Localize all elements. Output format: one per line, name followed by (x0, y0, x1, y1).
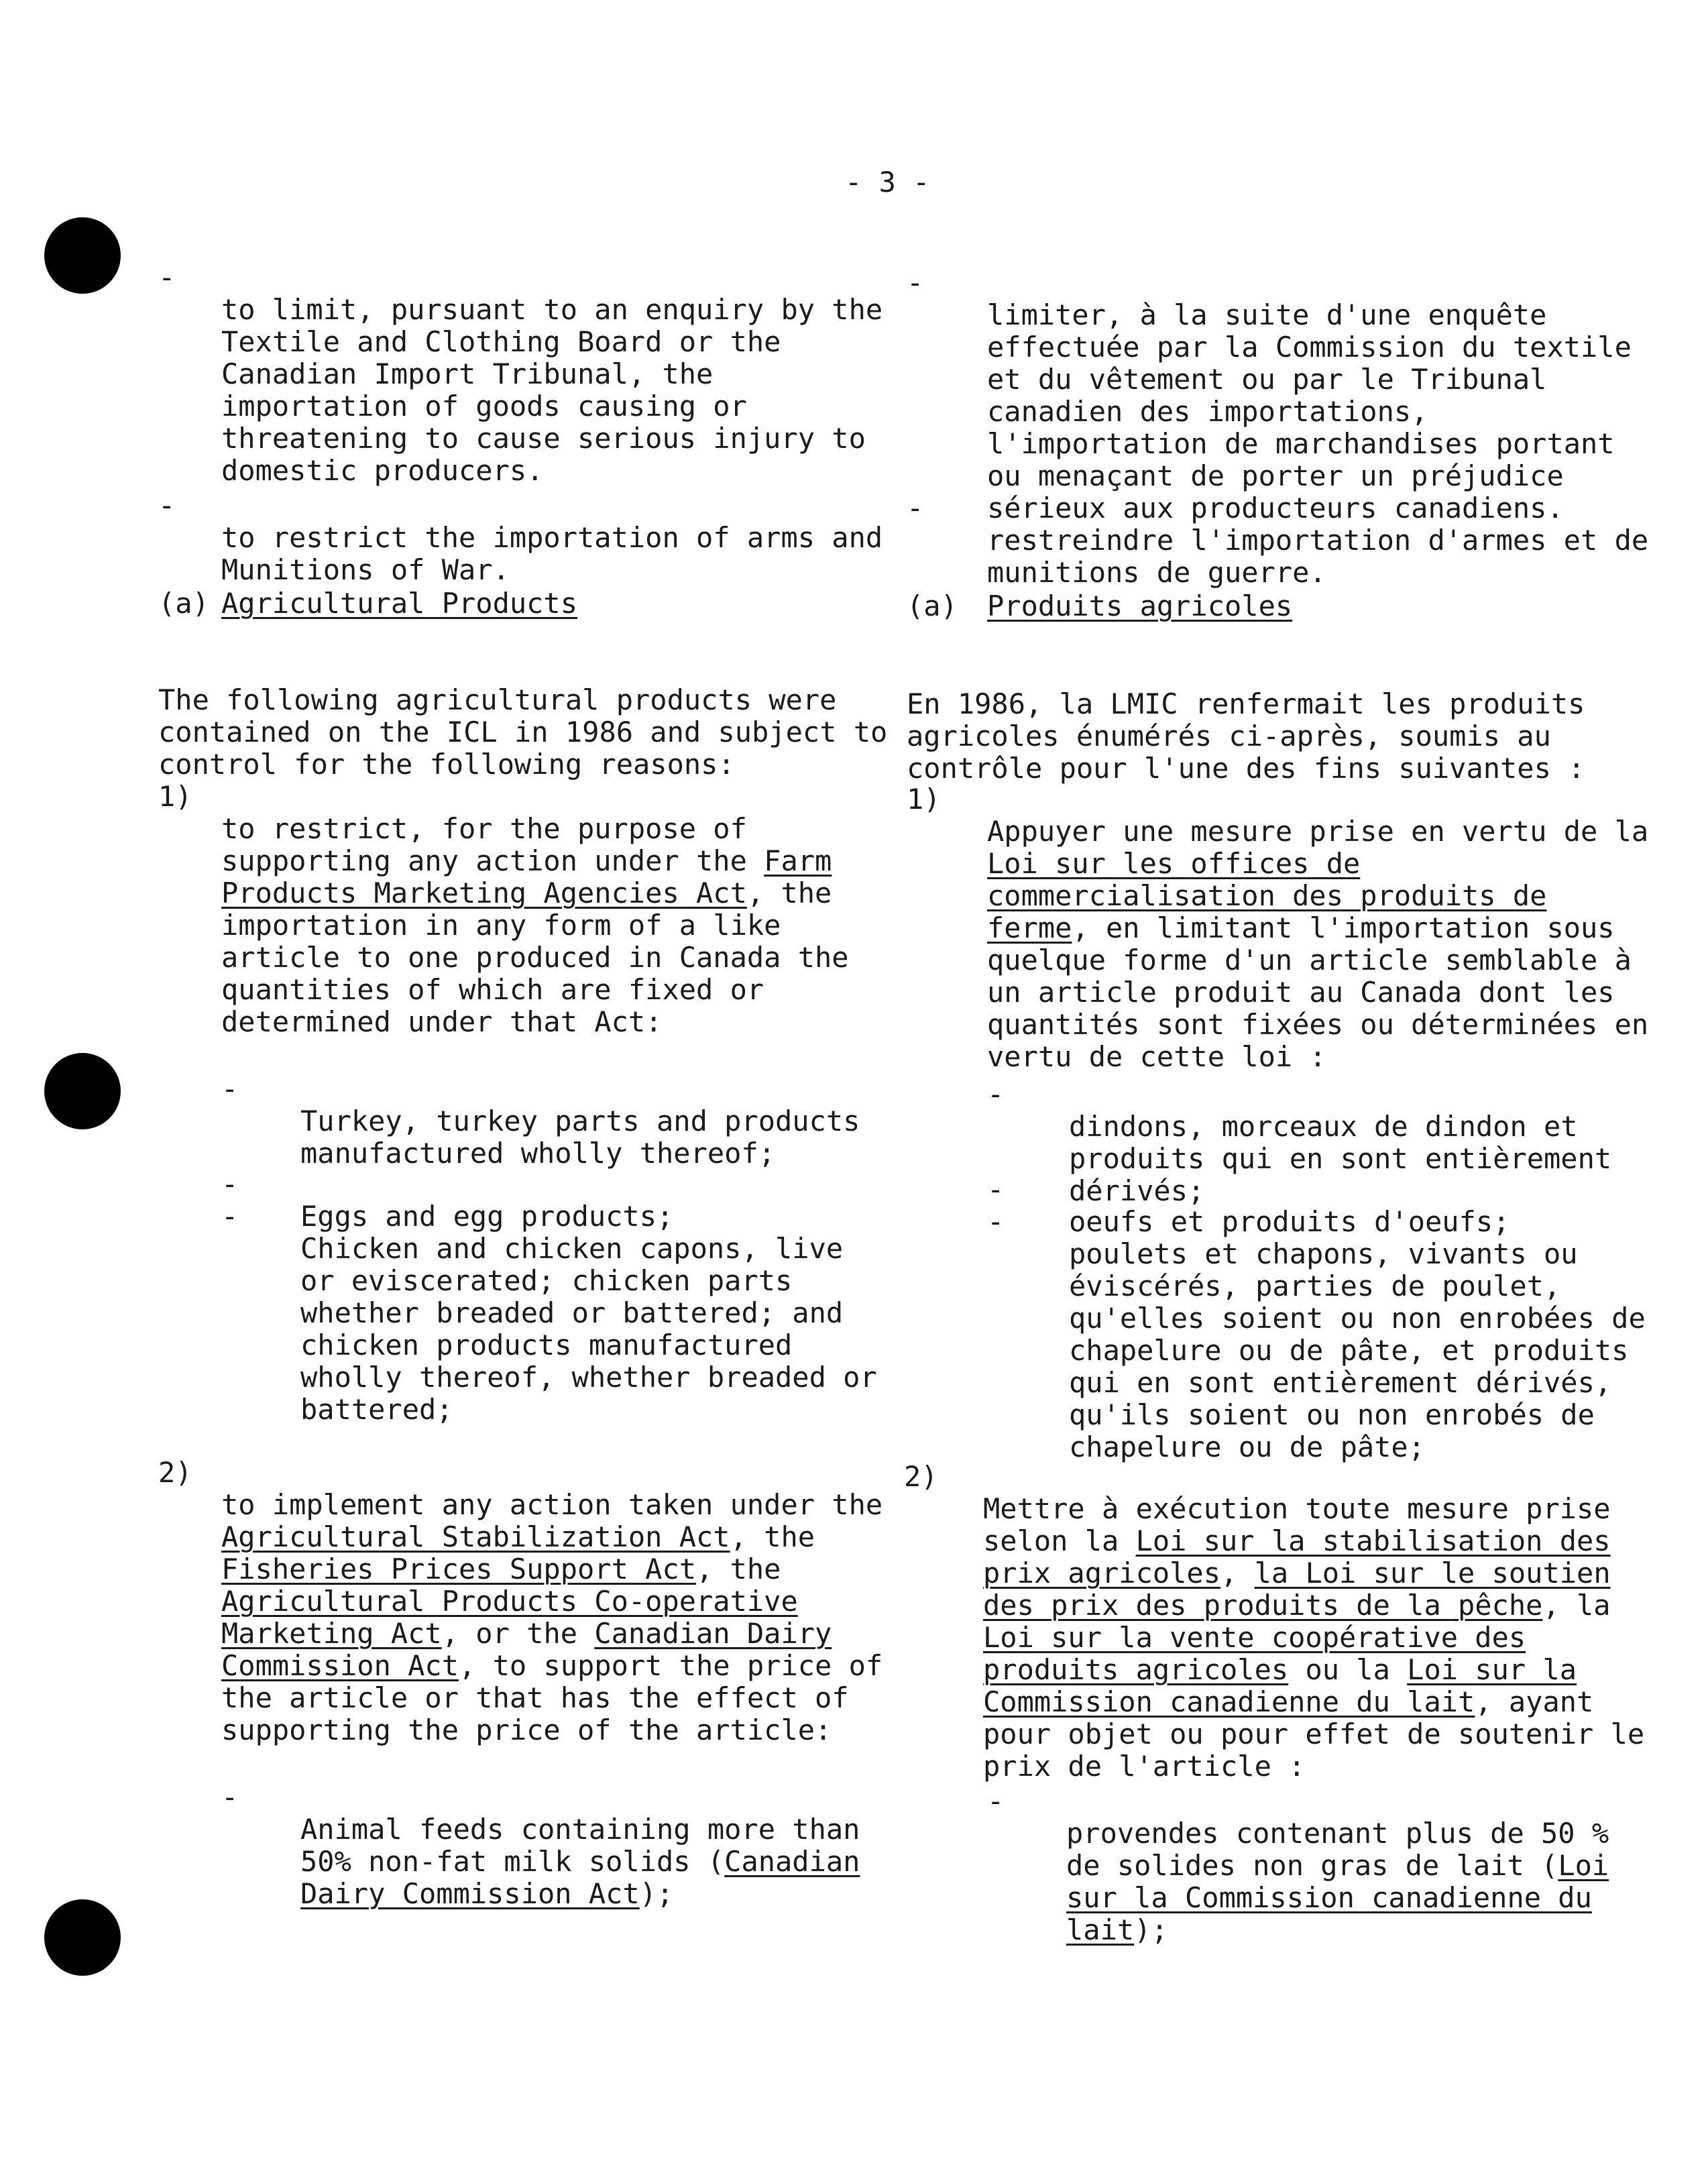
text-line: contained on the ICL in 1986 and subject to (158, 716, 888, 748)
act-reference: Loi sur la vente coopérative des (983, 1621, 1526, 1654)
right-item1-number: 1) (907, 783, 941, 816)
text-line: prix de l'article : (983, 1750, 1306, 1783)
text-line (983, 1686, 1644, 1718)
text-line (221, 1585, 883, 1618)
act-reference: Canadian Dairy (594, 1617, 832, 1650)
text-line: Animal feeds containing more than (300, 1813, 860, 1846)
left-sub1-marker-2: - (221, 1200, 239, 1233)
right-sub2-text (1066, 1785, 1609, 1978)
text-line (300, 1878, 860, 1910)
text-line: sérieux aux producteurs canadiens. (987, 492, 1564, 524)
right-section-a-title: Produits agricoles (987, 590, 1293, 622)
act-reference: Agricultural Stabilization Act (221, 1520, 730, 1553)
text-run: , en limitant l'importation sous (1072, 911, 1615, 944)
text-line (987, 848, 1648, 880)
text-line (983, 1525, 1644, 1557)
text-line: or eviscerated; chicken parts (300, 1264, 793, 1297)
text-line: determined under that Act: (221, 1005, 663, 1038)
left-bullet-limit-text (221, 262, 883, 519)
text-line (1066, 1850, 1609, 1882)
act-reference: des prix des produits de la pêche (983, 1589, 1543, 1622)
text-line: Turkey, turkey parts and products (300, 1105, 860, 1137)
text-line (221, 845, 849, 877)
act-reference: Commission Act (221, 1649, 459, 1682)
text-line (983, 1622, 1644, 1654)
right-sub1-marker-0: - (987, 1078, 1005, 1111)
text-line: un article produit au Canada dont les (987, 976, 1615, 1009)
text-run: , ayant (1475, 1685, 1594, 1718)
text-line: Eggs and egg products; (300, 1200, 674, 1233)
text-line: En 1986, la LMIC renfermait les produits (907, 687, 1585, 720)
text-line: wholly thereof, whether breaded or (300, 1361, 877, 1394)
text-line: threatening to cause serious injury to (221, 422, 866, 455)
text-line: importation of goods causing or (221, 390, 747, 423)
right-sub1-marker-2: - (987, 1205, 1005, 1238)
text-line: contrôle pour l'une des fins suivantes : (907, 752, 1585, 785)
left-item2-text (221, 1457, 883, 1779)
text-line: to limit, pursuant to an enquiry by the (221, 293, 883, 326)
text-line: battered; (300, 1393, 453, 1426)
text-run: supporting any action under the (221, 844, 764, 877)
act-reference: prix agricoles (983, 1557, 1221, 1589)
text-line: chapelure ou de pâte, et produits (1069, 1334, 1629, 1367)
text-run: 50% non-fat milk solids ( (300, 1845, 725, 1878)
text-line: Mettre à exécution toute mesure prise (983, 1492, 1611, 1525)
left-item1-number: 1) (158, 780, 192, 813)
text-line (987, 912, 1648, 944)
text-line: quelque forme d'un article semblable à (987, 944, 1632, 976)
text-line: article to one produced in Canada the (221, 941, 849, 974)
text-line: dérivés; (1069, 1174, 1205, 1207)
text-line (221, 1650, 883, 1682)
text-line: quantités sont fixées ou déterminées en (987, 1008, 1649, 1041)
left-section-a-label: (a) (158, 587, 209, 620)
text-line: quantities of which are fixed or (221, 973, 764, 1006)
text-run: , the (696, 1553, 781, 1585)
text-line: to implement any action taken under the (221, 1488, 883, 1521)
act-reference: Loi (1558, 1849, 1609, 1882)
text-line: produits qui en sont entièrement (1069, 1142, 1612, 1175)
act-reference: Loi sur la (1407, 1653, 1577, 1686)
text-line (221, 1553, 883, 1585)
page-number: - 3 - (845, 166, 930, 199)
text-line: poulets et chapons, vivants ou (1069, 1237, 1578, 1270)
text-line: qu'ils soient ou non enrobés de (1069, 1398, 1595, 1431)
act-reference: Fisheries Prices Support Act (221, 1553, 697, 1585)
text-line (983, 1654, 1644, 1686)
right-sub2-marker: - (987, 1785, 1005, 1817)
text-line: to restrict the importation of arms and (221, 521, 883, 554)
text-line: the article or that has the effect of (221, 1681, 849, 1714)
right-section-a-label: (a) (907, 590, 958, 622)
act-reference: produits agricoles (983, 1653, 1289, 1686)
text-line: chicken products manufactured (300, 1329, 793, 1361)
text-line: supporting the price of the article: (221, 1714, 832, 1746)
right-item2-number: 2) (904, 1460, 938, 1493)
text-run: , the (746, 877, 832, 909)
left-sub1-marker-1: - (221, 1168, 239, 1200)
text-line: Chicken and chicken capons, live (300, 1232, 844, 1265)
act-reference: ferme (987, 911, 1072, 944)
act-reference: Commission canadienne du lait (983, 1685, 1475, 1718)
text-line (983, 1589, 1644, 1622)
text-line (221, 1618, 883, 1650)
text-line (221, 1521, 883, 1553)
left-sub2-marker: - (221, 1781, 239, 1813)
act-reference: sur la Commission canadienne du (1066, 1881, 1592, 1914)
left-bullet-restrict-marker: - (158, 489, 176, 522)
text-line: ou menaçant de porter un préjudice (987, 459, 1564, 492)
text-run: , la (1542, 1589, 1611, 1622)
text-line: munitions de guerre. (987, 556, 1326, 589)
text-run: de solides non gras de lait ( (1066, 1849, 1558, 1882)
left-item1-text (221, 781, 849, 1070)
left-sub2-text (300, 1781, 860, 1942)
text-run: selon la (983, 1524, 1136, 1557)
right-bullet-limit-marker: - (907, 266, 924, 299)
text-run: ); (1134, 1913, 1168, 1946)
text-run: ou la (1288, 1653, 1408, 1686)
text-line: effectuée par la Commission du textile (987, 331, 1632, 363)
right-bullet-restrict-marker: - (907, 492, 924, 524)
text-line: agricoles énumérés ci-après, soumis au (907, 720, 1551, 752)
act-reference: Canadian (724, 1845, 860, 1878)
text-line (300, 1846, 860, 1878)
text-line: qui en sont entièrement dérivés, (1069, 1366, 1612, 1399)
text-run: , to support the price of (459, 1649, 883, 1682)
text-line: qu'elles soient ou non enrobées de (1069, 1302, 1646, 1335)
text-run: , (1220, 1557, 1255, 1589)
text-line: chapelure ou de pâte; (1069, 1431, 1426, 1463)
text-line: Appuyer une mesure prise en vertu de la (987, 815, 1649, 848)
right-sub1-marker-1: - (987, 1173, 1005, 1206)
text-line: vertu de cette loi : (987, 1040, 1326, 1073)
text-line: importation in any form of a like (221, 909, 781, 942)
left-sub1-marker-0: - (221, 1072, 239, 1105)
text-run: ); (639, 1877, 674, 1910)
text-run: , or the (441, 1617, 595, 1650)
right-item1-text (987, 783, 1648, 1105)
text-line: manufactured wholly thereof; (300, 1137, 776, 1170)
act-reference: Farm (764, 844, 832, 877)
left-sub1-text-2 (300, 1200, 877, 1458)
text-line: provendes contenant plus de 50 % (1066, 1817, 1609, 1850)
text-line: l'importation de marchandises portant (987, 427, 1615, 460)
text-line: Textile and Clothing Board or the (221, 325, 781, 358)
act-reference: Loi sur les offices de (987, 847, 1361, 880)
text-run: , the (730, 1520, 815, 1553)
text-line: domestic producers. (221, 454, 544, 487)
act-reference: la Loi sur le soutien (1254, 1557, 1611, 1589)
text-line: whether breaded or battered; and (300, 1296, 844, 1329)
text-line: oeufs et produits d'oeufs; (1069, 1205, 1510, 1238)
act-reference: Products Marketing Agencies Act (221, 877, 747, 909)
act-reference: Loi sur la stabilisation des (1135, 1524, 1611, 1557)
text-line: The following agricultural products were (158, 683, 837, 716)
text-line: Munitions of War. (221, 553, 510, 586)
text-line: dindons, morceaux de dindon et (1069, 1110, 1578, 1143)
text-line: canadien des importations, (987, 395, 1428, 428)
text-line (1066, 1882, 1609, 1914)
act-reference: Dairy Commission Act (300, 1877, 640, 1910)
text-line (987, 880, 1648, 912)
right-item2-text (983, 1461, 1644, 1815)
text-line: éviscérés, parties de poulet, (1069, 1270, 1561, 1302)
act-reference: Marketing Act (221, 1617, 442, 1650)
binder-hole-middle (44, 1053, 121, 1129)
text-line: restreindre l'importation d'armes et de (987, 524, 1649, 557)
act-reference: Agricultural Products Co-operative (221, 1585, 798, 1618)
act-reference: lait (1066, 1913, 1135, 1946)
text-line: limiter, à la suite d'une enquête (987, 298, 1547, 331)
binder-hole-top (44, 217, 121, 294)
right-sub1-text-2 (1069, 1206, 1646, 1496)
text-line: et du vêtement ou par le Tribunal (987, 363, 1547, 396)
text-line: pour objet ou pour effet de soutenir le (983, 1718, 1645, 1750)
text-line (983, 1557, 1644, 1589)
text-line (1066, 1914, 1609, 1946)
left-item2-number: 2) (158, 1456, 192, 1489)
text-line: Canadian Import Tribunal, the (221, 357, 714, 390)
text-line: control for the following reasons: (158, 748, 735, 781)
left-bullet-limit-marker: - (158, 261, 176, 294)
text-line: to restrict, for the purpose of (221, 812, 747, 845)
act-reference: commercialisation des produits de (987, 879, 1547, 912)
left-section-a-title: Agricultural Products (221, 587, 578, 620)
binder-hole-bottom (44, 1899, 121, 1976)
text-line (221, 877, 849, 909)
